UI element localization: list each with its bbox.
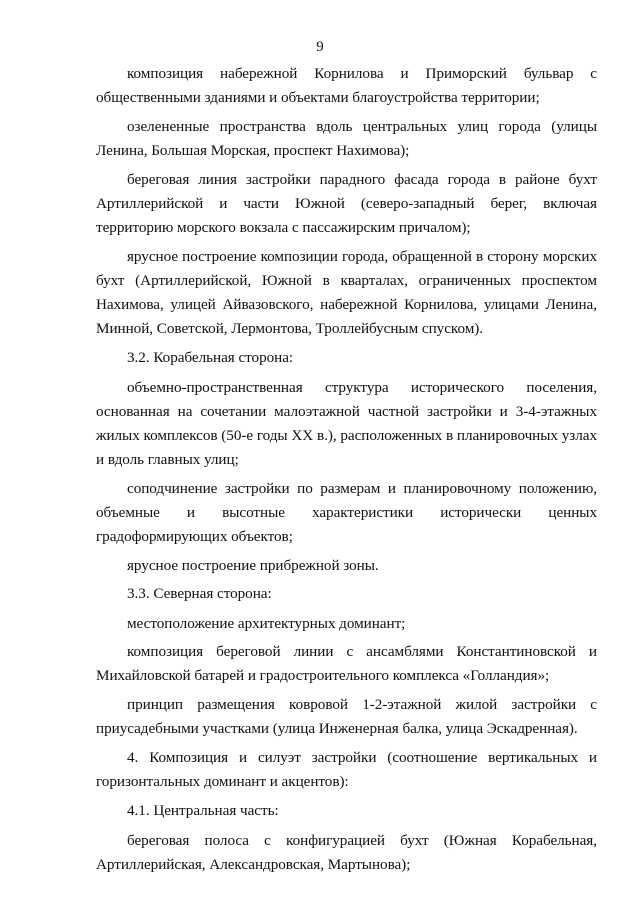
section-heading-3-3: 3.3. Северная сторона: bbox=[127, 585, 272, 602]
section-heading-4-1: 4.1. Центральная часть: bbox=[127, 802, 279, 819]
paragraph-kornilov-embankment: композиция набережной Корнилова и Приморский бульвар с общественными зданиями и объектами благоустройства территории; bbox=[96, 65, 597, 106]
paragraph-architectural-dominants: местоположение архитектурных доминант; bbox=[127, 615, 406, 632]
paragraph-carpet-housing: принцип размещения ковровой 1-2-этажной жилой застройки с приусадебными участками (улица Инженерная балка, улица Эскадренная). bbox=[96, 696, 597, 737]
paragraph-green-spaces: озелененные пространства вдоль центральных улиц города (улицы Ленина, Большая Морская, проспект Нахимова); bbox=[96, 118, 597, 159]
paragraph-volumetric-structure: объемно-пространственная структура исторического поселения, основанная на сочетании малоэтажной частной застройки и 3-4-этажных жилых комплексов (50-е годы XX в.), расположенных в планировочных узлах и вдоль главных улиц; bbox=[96, 379, 597, 468]
document-body bbox=[96, 62, 597, 882]
paragraph-coastline-facade: береговая линия застройки парадного фасада города в районе бухт Артиллерийской и части Южной (северо-западный берег, включая территорию морского вокзала с пассажирским причалом); bbox=[96, 171, 597, 236]
paragraph-tiered-city-composition: ярусное построение композиции города, обращенной в сторону морских бухт (Артиллерийской, Южной в кварталах, ограниченных проспектом Нахимова, улицей Айвазовского, набережной Корнилова, улицами Ленина, Минной, Советской, Лермонтова, Троллейбусным спуском). bbox=[96, 248, 597, 337]
section-heading-3-2: 3.2. Корабельная сторона: bbox=[127, 349, 294, 366]
paragraph-coastal-zone: ярусное построение прибрежной зоны. bbox=[127, 557, 379, 574]
paragraph-bay-configuration: береговая полоса с конфигурацией бухт (Южная Корабельная, Артиллерийская, Александровская, Мартынова); bbox=[96, 832, 597, 873]
section-heading-4: 4. Композиция и силуэт застройки (соотношение вертикальных и горизонтальных доминант и акцентов): bbox=[96, 749, 597, 790]
paragraph-building-subordination: соподчинение застройки по размерам и планировочному положению, объемные и высотные характеристики исторически ценных градоформирующих объектов; bbox=[96, 480, 597, 545]
page-number: 9 bbox=[316, 39, 324, 55]
paragraph-coastline-ensembles: композиция береговой линии с ансамблями Константиновской и Михайловской батарей и градостроительного комплекса «Голландия»; bbox=[96, 643, 597, 684]
